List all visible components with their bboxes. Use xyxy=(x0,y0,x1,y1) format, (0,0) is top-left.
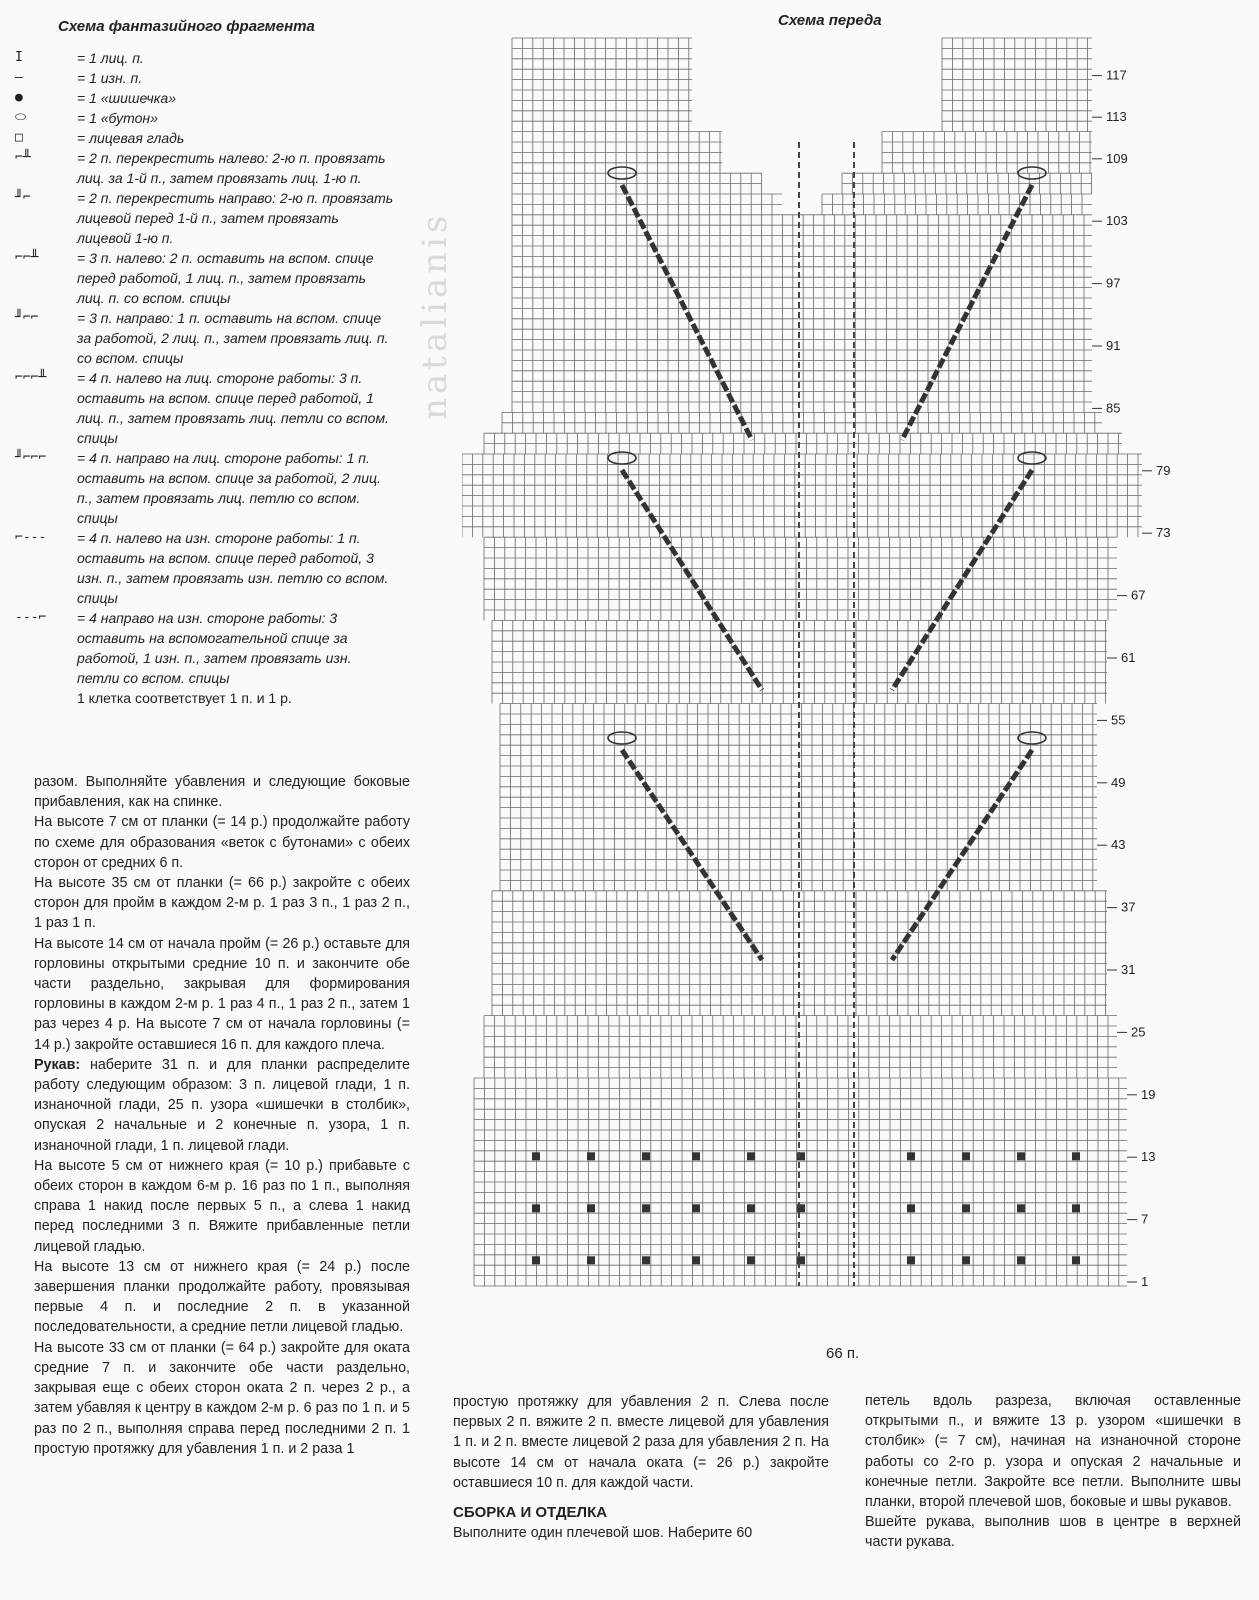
legend-text: = 3 п. налево: 2 п. оставить на вспом. спице перед работой, 1 лиц. п., затем провязать лиц. п. со вспом. спицы xyxy=(77,250,374,306)
legend-text: = 1 лиц. п. xyxy=(77,50,144,66)
row-number: 109 xyxy=(1106,150,1128,166)
legend-item xyxy=(15,608,395,688)
instructions-column-1 xyxy=(34,772,410,1459)
legend-symbol-icon: ╜⌐⌐ xyxy=(15,310,39,325)
legend-item xyxy=(15,448,395,528)
bobble-icon xyxy=(1017,1204,1025,1212)
knitting-chart xyxy=(462,30,1252,1365)
instructions-column-3 xyxy=(865,1391,1241,1553)
legend-text: = 2 п. перекрестить направо: 2-ю п. провязать лицевой перед 1-й п., затем провязать лицевой 1-ю п. xyxy=(77,190,394,246)
row-number: 43 xyxy=(1111,837,1126,853)
legend-text: = 1 изн. п. xyxy=(77,70,143,86)
paragraph: На высоте 7 см от планки (= 14 р.) продолжайте работу по схеме для образования «веток с бутонами» с обеих сторон от средних 6 п. xyxy=(34,814,410,871)
legend-text: = 4 п. направо на лиц. стороне работы: 1 п. оставить на вспом. спице за работой, 2 лиц. п., затем провязать лиц. петлю со вспом. спицы xyxy=(77,450,381,526)
bobble-icon xyxy=(962,1256,970,1264)
legend-item xyxy=(15,128,395,148)
paragraph: На высоте 33 см от планки (= 64 р.) закройте для оката средние 7 п. и закончите обе части раздельно, закрывая еще с обеих сторон оката 2 п. через 2 р., а затем убавляя к центру в каждом 2-м р. 6 раз по 1 п. и 5 раз по 2 п., выполняя справа перед последними 2 п. 1 простую протяжку для убавления 1 п. и 2 раза 1 xyxy=(34,1339,410,1457)
legend-symbol-icon: ⌐⌐⌐╨ xyxy=(15,370,47,385)
bobble-icon xyxy=(587,1204,595,1212)
bobble-icon xyxy=(532,1152,540,1160)
legend xyxy=(15,48,395,708)
legend-symbol-icon: I xyxy=(15,50,23,65)
legend-text: = лицевая гладь xyxy=(77,130,185,146)
paragraph: На высоте 14 см от начала пройм (= 26 р.) оставьте для горловины открытыми средние 10 п. и закончите обе части раздельно, закрывая для формирования горловины в каждом 2-м р. 1 раз 4 п., 1 раз 2 п., затем 1 раз через 4 р. На высоте 7 см от начала горловины (= 14 р.) закройте оставшиеся 16 п. для каждого плеча. xyxy=(34,935,410,1053)
bobble-icon xyxy=(1072,1256,1080,1264)
row-number: 25 xyxy=(1131,1024,1146,1040)
bobble-icon xyxy=(587,1152,595,1160)
row-number: 13 xyxy=(1141,1149,1156,1165)
legend-text: = 3 п. направо: 1 п. оставить на вспом. спице за работой, 2 лиц. п., затем провязать лиц. п. со вспом. спицы xyxy=(77,310,389,366)
paragraph: Выполните один плечевой шов. Наберите 60 xyxy=(453,1525,753,1542)
bobble-icon xyxy=(642,1152,650,1160)
row-number: 7 xyxy=(1141,1211,1149,1227)
legend-text: = 2 п. перекрестить налево: 2-ю п. провязать лиц. за 1-й п., затем провязать лиц. 1-ю п. xyxy=(77,150,386,186)
row-number: 67 xyxy=(1131,587,1146,603)
bobble-icon xyxy=(532,1204,540,1212)
legend-item xyxy=(15,108,395,128)
row-number: 73 xyxy=(1156,525,1171,541)
paragraph: петель вдоль разреза, включая оставленные открытыми п., и вяжите 13 р. узором «шишечки в столбик» (= 7 см), начиная на изнаночной стороне работы со 2-го р. узора и опуская 2 начальные и конечные петли. Закройте все петли. Выполните швы планки, второй плечевой шов, боковые и швы рукавов. xyxy=(865,1393,1241,1511)
legend-title: Схема фантазийного фрагмента xyxy=(58,18,315,35)
bobble-icon xyxy=(907,1152,915,1160)
row-number: 103 xyxy=(1106,213,1128,229)
row-number: 49 xyxy=(1111,774,1126,790)
bobble-icon xyxy=(1072,1204,1080,1212)
bobble-icon xyxy=(747,1152,755,1160)
row-number: 31 xyxy=(1121,962,1136,977)
paragraph: простую протяжку для убавления 2 п. Слева после первых 2 п. вяжите 2 п. вместе лицевой для убавления 1 п. и 2 п. вместе лицевой 2 раза для убавления 2 п. На высоте 14 см от начала оката (= 26 р.) закройте оставшиеся 10 п. для каждой части. xyxy=(453,1394,829,1491)
bobble-icon xyxy=(907,1256,915,1264)
row-number: 79 xyxy=(1156,462,1171,478)
legend-item xyxy=(15,368,395,448)
bobble-icon xyxy=(692,1256,700,1264)
legend-item xyxy=(15,148,395,188)
legend-symbol-icon: ╜⌐ xyxy=(15,190,31,205)
legend-text: = 1 «бутон» xyxy=(77,110,158,126)
legend-item xyxy=(15,68,395,88)
bobble-icon xyxy=(1017,1256,1025,1264)
chart-grid xyxy=(462,30,1252,1360)
legend-text: = 4 п. налево на лиц. стороне работы: 3 п. оставить на вспом. спице перед работой, 1 лиц. п., затем провязать лиц. петли со вспом. спицы xyxy=(77,370,389,446)
legend-item xyxy=(15,88,395,108)
legend-text: = 1 «шишечка» xyxy=(77,90,176,106)
legend-symbol-icon: ⌐╨ xyxy=(15,150,31,165)
legend-symbol-icon: ╜⌐⌐⌐ xyxy=(15,450,47,465)
row-number: 37 xyxy=(1121,899,1136,915)
paragraph: На высоте 35 см от планки (= 66 р.) закройте с обеих сторон для пройм в каждом 2-м р. 1 раз 3 п., 1 раз 2 п., 1 раз 1 п. xyxy=(34,875,410,932)
row-number: 85 xyxy=(1106,400,1121,416)
legend-note: 1 клетка соответствует 1 п. и 1 р. xyxy=(77,690,292,706)
row-number: 1 xyxy=(1141,1274,1149,1289)
bobble-icon xyxy=(642,1204,650,1212)
grid-lines xyxy=(462,38,1142,1286)
legend-item xyxy=(15,528,395,608)
bobble-icon xyxy=(962,1204,970,1212)
bobble-icon xyxy=(747,1256,755,1264)
row-number: 55 xyxy=(1111,712,1126,728)
bud-icon xyxy=(608,732,636,744)
bobble-icon xyxy=(587,1256,595,1264)
branch-cable xyxy=(622,470,762,690)
assembly-heading: СБОРКА И ОТДЕЛКА xyxy=(453,1504,608,1522)
bobble-icon xyxy=(532,1256,540,1264)
bobble-icon xyxy=(1017,1152,1025,1160)
branch-cable xyxy=(892,470,1032,690)
legend-symbol-icon: ● xyxy=(15,90,23,105)
bud-icon xyxy=(1018,732,1046,744)
legend-text: = 4 направо на изн. стороне работы: 3 оставить на вспомогательной спице за работой, 1 изн. п., затем провязать изн. петли со вспом. спицы xyxy=(77,610,352,686)
chart-title: Схема переда xyxy=(778,12,882,29)
instructions-column-2 xyxy=(453,1392,829,1543)
bobble-icon xyxy=(692,1204,700,1212)
legend-item xyxy=(15,308,395,368)
paragraph: Вшейте рукава, выполнив шов в центре в верхней части рукава. xyxy=(865,1514,1241,1551)
paragraph: разом. Выполняйте убавления и следующие боковые прибавления, как на спинке. xyxy=(34,774,410,811)
row-number: 113 xyxy=(1106,109,1127,125)
branch-cable xyxy=(892,750,1032,960)
chart-cells xyxy=(462,38,1170,1289)
bobble-icon xyxy=(907,1204,915,1212)
legend-text: = 4 п. налево на изн. стороне работы: 1 п. оставить на вспом. спице перед работой, 3 изн. п., затем провязать изн. петлю со вспом. спицы xyxy=(77,530,389,606)
legend-item xyxy=(15,188,395,248)
bobble-icon xyxy=(642,1256,650,1264)
legend-symbol-icon: ⬭ xyxy=(15,110,27,125)
watermark: natalianis xyxy=(415,211,455,420)
sleeve-heading: Рукав: xyxy=(34,1056,81,1073)
row-number: 19 xyxy=(1141,1086,1156,1102)
bobble-icon xyxy=(692,1152,700,1160)
bobble-icon xyxy=(747,1204,755,1212)
legend-symbol-icon: ⌐--- xyxy=(15,530,47,545)
row-number: 97 xyxy=(1106,275,1121,291)
row-number: 117 xyxy=(1106,67,1127,83)
sleeve-text: наберите 31 п. и для планки распределите работу следующим образом: 3 п. лицевой глади, 1 п. изнаночной глади, 25 п. узора «шишечки в столбик», опуская 2 начальные и 2 конечные п. узора, 1 п. изнаночной глади, 1 п. лицевой глади. xyxy=(34,1056,410,1154)
paragraph: На высоте 5 см от нижнего края (= 10 р.) прибавьте с обеих сторон в каждом 6-м р. 16 раз по 1 п., выполняя справа 1 накид после первых 5 п., а слева 1 накид перед последними 3 п. Вяжите прибавленные петли лицевой гладью. xyxy=(34,1157,410,1255)
legend-symbol-icon: – xyxy=(15,70,23,85)
stitch-count-label: 66 п. xyxy=(826,1345,860,1362)
legend-symbol-icon: ---⌐ xyxy=(15,610,47,625)
bobble-icon xyxy=(962,1152,970,1160)
legend-item xyxy=(15,48,395,68)
row-number: 91 xyxy=(1106,338,1121,353)
paragraph xyxy=(34,1055,410,1156)
legend-symbol-icon: ⌐⌐╨ xyxy=(15,250,39,265)
row-number: 61 xyxy=(1121,650,1136,665)
bobble-icon xyxy=(1072,1152,1080,1160)
branch-cable xyxy=(622,750,762,960)
legend-item xyxy=(15,248,395,308)
paragraph: На высоте 13 см от нижнего края (= 24 р.) после завершения планки продолжайте работу, провязывая первые 4 п. и последние 2 п. в указанной последовательности, а средние петли лицевой гладью. xyxy=(34,1258,410,1336)
legend-symbol-icon: □ xyxy=(15,130,23,145)
